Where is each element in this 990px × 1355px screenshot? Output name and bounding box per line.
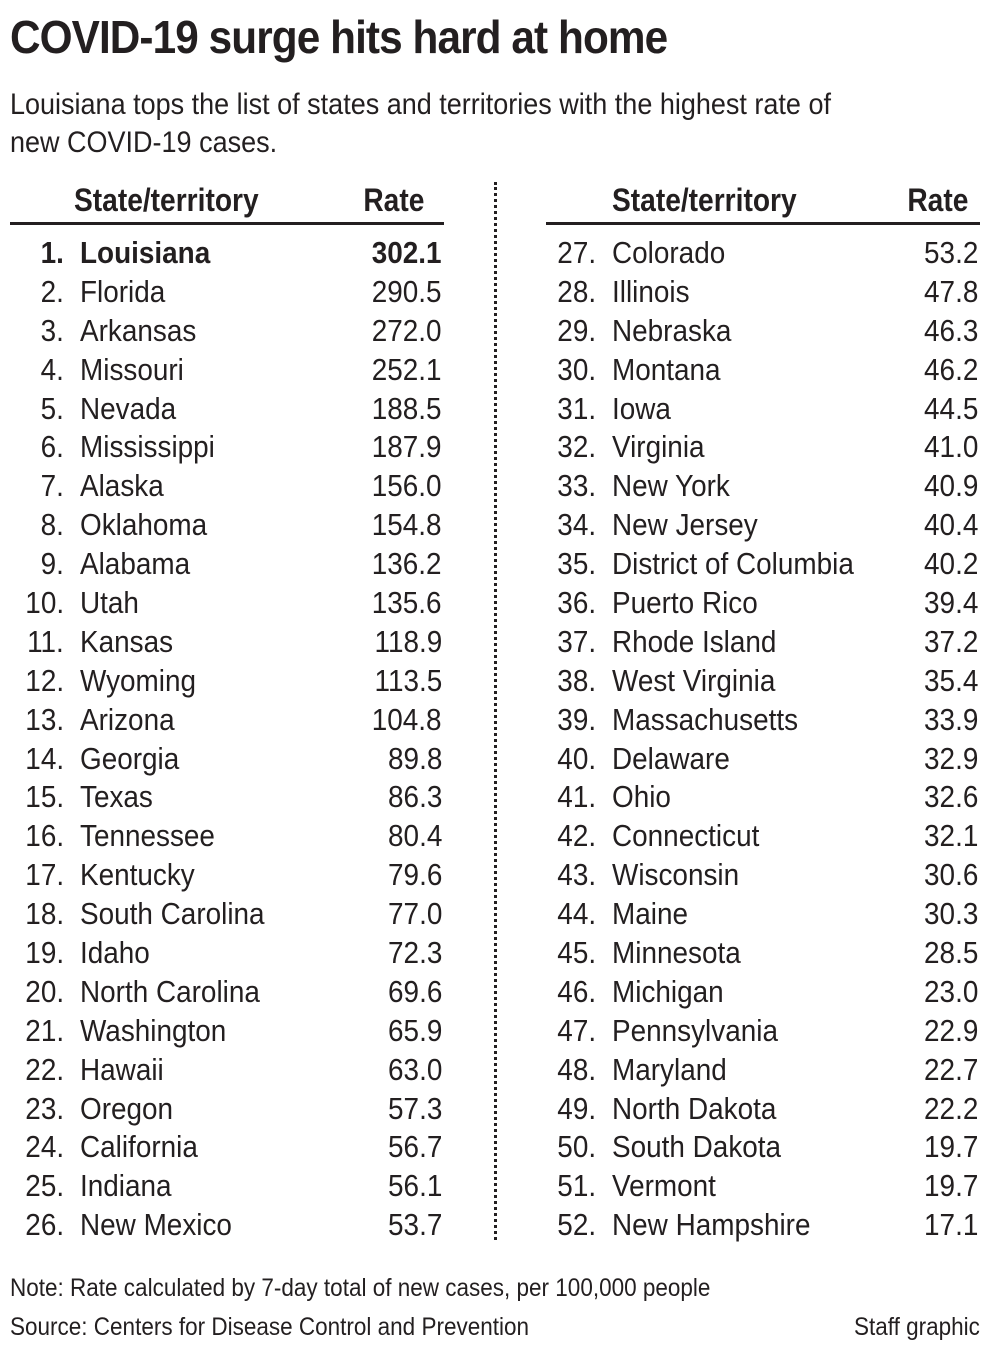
column-divider (494, 182, 497, 1240)
rank-label: 24. (25, 1129, 64, 1165)
table-row (10, 1090, 444, 1129)
state-name: Tennessee (80, 818, 215, 854)
rank-label: 52. (557, 1207, 596, 1243)
rank-label: 2. (40, 273, 64, 309)
rate-value: 23.0 (923, 973, 978, 1009)
rank-label: 20. (25, 973, 64, 1009)
state-name: New Jersey (612, 507, 758, 543)
state-name: Missouri (80, 351, 184, 387)
state-name: New Hampshire (612, 1207, 811, 1243)
rank-label: 26. (25, 1207, 64, 1243)
state-name: Arkansas (80, 312, 197, 348)
state-name: Illinois (612, 273, 690, 309)
table-header-right (546, 180, 980, 225)
table-row (10, 856, 444, 895)
rate-value: 187.9 (372, 429, 442, 465)
rank-label: 39. (557, 701, 596, 737)
rate-value: 156.0 (372, 468, 442, 504)
rank-label: 14. (25, 740, 64, 776)
state-name: Nevada (80, 390, 177, 426)
state-name: Oregon (80, 1090, 174, 1126)
state-name: Ohio (612, 779, 671, 815)
rate-value: 53.7 (387, 1207, 442, 1243)
rate-value: 77.0 (387, 896, 442, 932)
rate-value: 302.1 (372, 235, 442, 270)
table-column-right (546, 180, 980, 1245)
table-row (10, 351, 444, 390)
rate-value: 57.3 (387, 1090, 442, 1126)
rank-label: 23. (25, 1090, 64, 1126)
table-row (546, 390, 980, 429)
rate-value: 32.9 (923, 740, 978, 776)
rate-value: 290.5 (372, 273, 442, 309)
column-header-rate: Rate (906, 182, 968, 218)
table-column-left (10, 180, 444, 1245)
rank-label: 32. (557, 429, 596, 465)
state-name: New York (612, 468, 730, 504)
rank-label: 1. (40, 235, 64, 270)
table-row (10, 895, 444, 934)
table-row (10, 1206, 444, 1245)
state-name: Pennsylvania (612, 1012, 778, 1048)
rank-label: 40. (557, 740, 596, 776)
state-name: West Virginia (612, 662, 776, 698)
table-row (10, 234, 444, 273)
rate-value: 136.2 (372, 546, 442, 582)
table-row (546, 856, 980, 895)
table-row (10, 545, 444, 584)
rate-value: 22.7 (923, 1051, 978, 1087)
rate-value: 19.7 (923, 1168, 978, 1204)
rate-value: 69.6 (387, 973, 442, 1009)
rank-label: 47. (557, 1012, 596, 1048)
state-name: Oklahoma (80, 507, 208, 543)
table-row (546, 817, 980, 856)
source-line: Source: Centers for Disease Control and Prevention (10, 1313, 530, 1341)
table-row (546, 778, 980, 817)
rate-value: 104.8 (372, 701, 442, 737)
state-name: Florida (80, 273, 166, 309)
state-name: Kentucky (80, 857, 195, 893)
state-name: Maine (612, 896, 688, 932)
rate-value: 46.2 (923, 351, 978, 387)
table-row (546, 1206, 980, 1245)
rank-label: 38. (557, 662, 596, 698)
table-row (10, 273, 444, 312)
column-header-rate: Rate (362, 182, 424, 218)
rate-value: 79.6 (387, 857, 442, 893)
rank-label: 15. (25, 779, 64, 815)
state-name: New Mexico (80, 1207, 232, 1243)
state-name: North Dakota (612, 1090, 777, 1126)
state-name: California (80, 1129, 198, 1165)
rank-label: 16. (25, 818, 64, 854)
state-name: Hawaii (80, 1051, 164, 1087)
rank-label: 30. (557, 351, 596, 387)
table-row (10, 390, 444, 429)
table-row (10, 973, 444, 1012)
rate-value: 56.7 (387, 1129, 442, 1165)
state-name: Virginia (612, 429, 705, 465)
table-row (546, 623, 980, 662)
chart-subtitle: Louisiana tops the list of states and territories with the highest rate of new COVID-19 cases. (10, 88, 831, 159)
table-row (10, 428, 444, 467)
rate-value: 188.5 (372, 390, 442, 426)
table-row (546, 1128, 980, 1167)
table-row (10, 1167, 444, 1206)
state-name: District of Columbia (612, 546, 854, 582)
rate-value: 37.2 (923, 623, 978, 659)
rate-value: 41.0 (923, 429, 978, 465)
table-header-left (10, 180, 444, 225)
rank-label: 25. (25, 1168, 64, 1204)
rank-label: 17. (25, 857, 64, 893)
rate-value: 272.0 (372, 312, 442, 348)
rank-label: 7. (40, 468, 64, 504)
rate-value: 154.8 (372, 507, 442, 543)
rate-value: 44.5 (923, 390, 978, 426)
rate-value: 53.2 (923, 235, 978, 270)
table-rows-right (546, 225, 980, 1245)
rate-value: 40.9 (923, 468, 978, 504)
rank-label: 34. (557, 507, 596, 543)
rank-label: 35. (557, 546, 596, 582)
table-row (10, 701, 444, 740)
table-row (546, 234, 980, 273)
rank-label: 9. (40, 546, 64, 582)
rank-label: 43. (557, 857, 596, 893)
state-name: Delaware (612, 740, 730, 776)
table-row (546, 740, 980, 779)
column-header-state: State/territory (612, 182, 797, 218)
rank-label: 6. (40, 429, 64, 465)
rank-label: 29. (557, 312, 596, 348)
chart-title: COVID-19 surge hits hard at home (10, 11, 668, 63)
table-row (10, 740, 444, 779)
state-name: Arizona (80, 701, 175, 737)
state-name: Wisconsin (612, 857, 740, 893)
rate-value: 46.3 (923, 312, 978, 348)
table-row (10, 467, 444, 506)
state-name: North Carolina (80, 973, 260, 1009)
state-name: Minnesota (612, 935, 741, 971)
rate-value: 86.3 (387, 779, 442, 815)
state-name: South Carolina (80, 896, 265, 932)
table-row (546, 545, 980, 584)
table-row (546, 584, 980, 623)
table-row (10, 1128, 444, 1167)
rate-value: 28.5 (923, 935, 978, 971)
rate-value: 32.6 (923, 779, 978, 815)
table-row (546, 1167, 980, 1206)
state-name: Colorado (612, 235, 726, 270)
state-name: Connecticut (612, 818, 760, 854)
state-name: Idaho (80, 935, 150, 971)
rate-value: 72.3 (387, 935, 442, 971)
table-row (546, 506, 980, 545)
state-name: Georgia (80, 740, 180, 776)
rank-label: 21. (25, 1012, 64, 1048)
rank-label: 12. (25, 662, 64, 698)
rate-value: 80.4 (387, 818, 442, 854)
rate-value: 118.9 (374, 623, 442, 659)
table-rows-left (10, 225, 444, 1245)
rank-label: 31. (557, 390, 596, 426)
table-row (546, 1012, 980, 1051)
state-name: Alabama (80, 546, 191, 582)
rate-value: 33.9 (923, 701, 978, 737)
rank-label: 36. (557, 585, 596, 621)
column-header-state: State/territory (74, 182, 259, 218)
state-name: Nebraska (612, 312, 732, 348)
rate-value: 17.1 (923, 1207, 978, 1243)
table-row (546, 701, 980, 740)
rank-label: 33. (557, 468, 596, 504)
table-row (10, 312, 444, 351)
rate-value: 65.9 (387, 1012, 442, 1048)
table-row (10, 584, 444, 623)
table-row (10, 506, 444, 545)
rate-value: 30.6 (923, 857, 978, 893)
rank-label: 27. (557, 235, 596, 270)
table-row (546, 312, 980, 351)
table-row (10, 817, 444, 856)
table-row (546, 273, 980, 312)
state-name: Maryland (612, 1051, 727, 1087)
rank-label: 8. (40, 507, 64, 543)
rank-label: 46. (557, 973, 596, 1009)
rank-label: 49. (557, 1090, 596, 1126)
state-name: Utah (80, 585, 139, 621)
rate-value: 35.4 (923, 662, 978, 698)
rank-label: 48. (557, 1051, 596, 1087)
rank-label: 13. (25, 701, 64, 737)
table-row (546, 467, 980, 506)
rank-label: 45. (557, 935, 596, 971)
rank-label: 10. (25, 585, 64, 621)
table-row (546, 895, 980, 934)
table-row (546, 428, 980, 467)
rank-label: 3. (40, 312, 64, 348)
rank-label: 50. (557, 1129, 596, 1165)
credit-line: Staff graphic (854, 1313, 980, 1341)
rate-value: 89.8 (387, 740, 442, 776)
table-row (10, 623, 444, 662)
footnote: Note: Rate calculated by 7-day total of new cases, per 100,000 people (10, 1274, 711, 1302)
rank-label: 41. (557, 779, 596, 815)
rate-value: 47.8 (923, 273, 978, 309)
rank-label: 18. (25, 896, 64, 932)
rate-value: 40.4 (923, 507, 978, 543)
state-name: Indiana (80, 1168, 172, 1204)
state-name: Rhode Island (612, 623, 777, 659)
rank-label: 42. (557, 818, 596, 854)
rate-value: 22.9 (923, 1012, 978, 1048)
rate-value: 40.2 (923, 546, 978, 582)
state-name: Louisiana (80, 235, 211, 270)
rate-value: 19.7 (923, 1129, 978, 1165)
table-row (546, 934, 980, 973)
rank-label: 4. (40, 351, 64, 387)
rank-label: 5. (40, 390, 64, 426)
state-name: Kansas (80, 623, 174, 659)
rank-label: 22. (25, 1051, 64, 1087)
rate-value: 135.6 (372, 585, 442, 621)
rate-value: 56.1 (387, 1168, 442, 1204)
rate-value: 32.1 (923, 818, 978, 854)
state-name: Mississippi (80, 429, 215, 465)
rank-label: 51. (557, 1168, 596, 1204)
rate-value: 252.1 (372, 351, 442, 387)
state-name: Texas (80, 779, 153, 815)
table-row (546, 662, 980, 701)
state-name: South Dakota (612, 1129, 782, 1165)
table-row (10, 1051, 444, 1090)
table-row (546, 351, 980, 390)
state-name: Alaska (80, 468, 164, 504)
table-row (10, 778, 444, 817)
table-row (10, 1012, 444, 1051)
state-name: Wyoming (80, 662, 197, 698)
rate-value: 113.5 (374, 662, 442, 698)
rank-label: 44. (557, 896, 596, 932)
table-row (546, 1090, 980, 1129)
state-name: Michigan (612, 973, 724, 1009)
rank-label: 19. (25, 935, 64, 971)
rank-label: 28. (557, 273, 596, 309)
state-name: Washington (80, 1012, 227, 1048)
state-name: Massachusetts (612, 701, 799, 737)
state-name: Montana (612, 351, 721, 387)
rate-value: 39.4 (923, 585, 978, 621)
rate-value: 30.3 (923, 896, 978, 932)
table-row (546, 973, 980, 1012)
table-row (10, 934, 444, 973)
state-name: Puerto Rico (612, 585, 758, 621)
rank-label: 37. (557, 623, 596, 659)
rate-value: 63.0 (387, 1051, 442, 1087)
rate-value: 22.2 (923, 1090, 978, 1126)
rank-label: 11. (27, 623, 64, 659)
state-name: Iowa (612, 390, 671, 426)
table-row (10, 662, 444, 701)
state-name: Vermont (612, 1168, 716, 1204)
table-row (546, 1051, 980, 1090)
